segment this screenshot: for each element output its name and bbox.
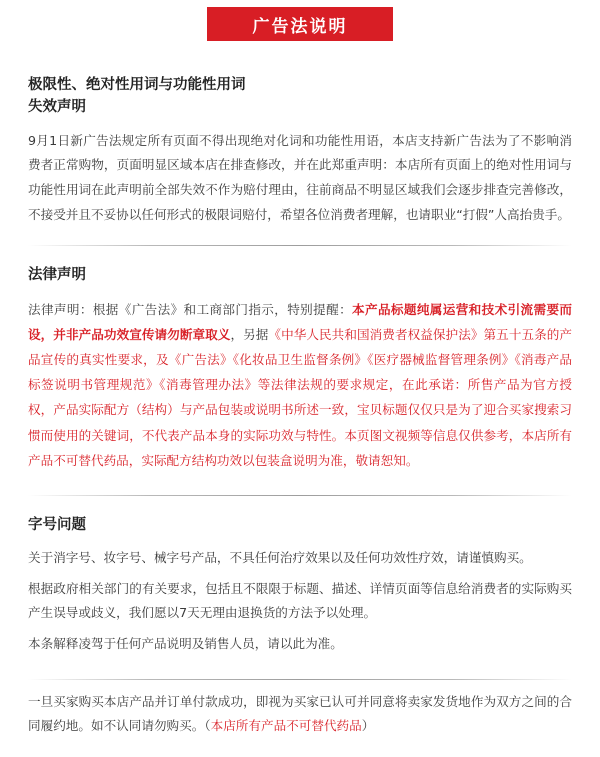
- extreme-words-paragraph: 9月1日新广告法规定所有页面不得出现绝对化词和功能性用语，本店支持新广告法为了不影响消费者正常购物，页面明显区域本店在排查修改，并在此郑重声明：本店所有页面上的绝对性用词与功能性用词在此声明前全部失效不作为赔付理由，往前商品不明显区域我们会逐步排查完善修改，不接受并且不妥协以任何形式的极限词赔付，希望各位消费者理解，也请职业“打假”人高抬贵手。: [28, 132, 572, 222]
- footer-note: [28, 690, 572, 739]
- section-legal-heading: 法律声明: [28, 267, 86, 284]
- footer-text-tail: ）: [361, 718, 375, 734]
- legal-text-red-b: 《中华人民共和国消费者权益保护法》第五十五条的产品宣传的真实性要求，及《广告法》《化妆品卫生监督条例》《医疗器械监督管理条例》《消毒产品标签说明书管理规范》《消毒管理办法》等法律法规的要求规定，在此承诺：所售产品为官方授权，产品实际配方（结构）与产品包装或说明书所述一致，宝贝标题仅仅只是为了迎合买家搜索习惯而使用的关键词，不代表产品本身的实际功效与特性。本页图文视频等信息仅供参考，本店所有产品不可替代药品，实际配方结构功效以包装盒说明为准，敬请恕知。: [28, 326, 573, 468]
- document-body: [0, 48, 600, 757]
- section-extreme-words-heading: [28, 74, 572, 119]
- page-banner: [0, 0, 600, 48]
- font-size-paragraph-1: 关于消字号、妆字号、械字号产品，不具任何治疗效果以及任何功效性疗效，请谨慎购买。: [28, 550, 532, 566]
- page-title: 广告法说明: [252, 16, 348, 37]
- banner-box: [207, 7, 393, 41]
- font-size-paragraph-3: 本条解释凌驾于任何产品说明及销售人员，请以此为准。: [28, 636, 343, 652]
- font-size-paragraph-2: 根据政府相关部门的有关要求，包括且不限限于标题、描述、详情页面等信息给消费者的实际购买产生误导或歧义，我们愿以7天无理由退换货的方法予以处理。: [28, 580, 572, 621]
- section-font-size-heading: 字号问题: [28, 516, 86, 533]
- bottom-spacer: [28, 739, 572, 757]
- footer-text-red: 本店所有产品不可替代药品: [210, 718, 362, 734]
- section-legal-statement: [28, 264, 572, 473]
- footer-text-plain: 一旦买家购买本店产品并订单付款成功，即视为买家已认可并同意将卖家发货地作为双方之间的合同履约地。如不认同请勿购买。（: [28, 693, 572, 734]
- divider-2: [28, 495, 572, 496]
- legal-statement-paragraph: [28, 297, 572, 473]
- legal-text-plain-a: 法律声明：根据《广告法》和工商部门指示，特别提醒：: [28, 301, 353, 317]
- divider-3: [28, 679, 572, 680]
- heading-line-2: 失效声明: [28, 99, 86, 116]
- legal-text-plain-b: ，另据: [230, 326, 269, 342]
- section-extreme-words: [28, 74, 572, 227]
- heading-line-1: 极限性、绝对性用词与功能性用词: [28, 77, 246, 93]
- divider-1: [28, 245, 572, 246]
- section-font-size-issue: [28, 514, 572, 657]
- legal-text-red-a: 本产品标题纯属运营和技术引流需要而设，并非产品功效宣传请勿断章取义: [28, 301, 573, 342]
